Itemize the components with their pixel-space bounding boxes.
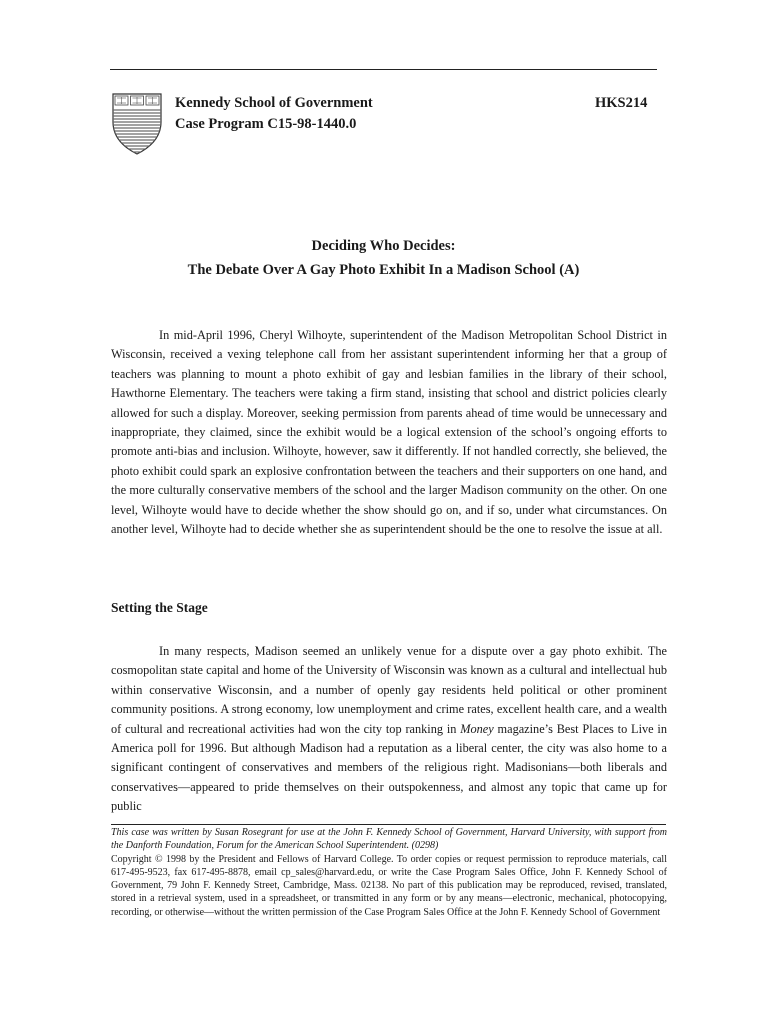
- paragraph-2-text-a: In many respects, Madison seemed an unlikely venue for a dispute over a gay photo exhibit. The cosmopolitan state capital and home of the University of Wisconsin was known as a cultural and intellectual hub within conservative Wisconsin, and a number of openly gay residents held political or other prominent community positions. A strong economy, low unemployment and crime rates, excellent health care, and a wealth of cultural and recreational activities had won the city top ranking in: [111, 644, 667, 736]
- title-line-1: Deciding Who Decides:: [311, 238, 456, 254]
- footnote: [111, 826, 667, 919]
- case-code: HKS214: [595, 95, 648, 111]
- magazine-name: Money: [460, 721, 494, 736]
- case-program-number: Case Program C15-98-1440.0: [175, 116, 357, 132]
- body-paragraph-2: [111, 642, 667, 817]
- footnote-rule: [111, 824, 666, 825]
- title-line-2: The Debate Over A Gay Photo Exhibit In a Madison School (A): [187, 262, 580, 278]
- footnote-copyright: Copyright © 1998 by the President and Fellows of Harvard College. To order copies or request permission to reproduce materials, call 617-495-9523, fax 617-495-8878, email cp_sales@harvard.edu, or write the Case Program Sales Office, John F. Kennedy School of Government, 79 John F. Kennedy Street, Cambridge, Mass. 02138. No part of this publication may be reproduced, revised, translated, stored in a retrieval system, used in a spreadsheet, or transmitted in any form or by any means—electronic, mechanical, photocopying, recording, or otherwise—without the written permission of the Case Program Sales Office at the John F. Kennedy School of Government: [111, 853, 667, 918]
- header-left: [175, 93, 373, 135]
- top-rule: [110, 69, 657, 70]
- footnote-credit: This case was written by Susan Rosegrant for use at the John F. Kennedy School of Government, Harvard University, with support from the Danforth Foundation, Forum for the American School Superintendent. (0298): [111, 827, 667, 852]
- harvard-veritas-shield-icon: [111, 92, 163, 156]
- case-title: [110, 234, 657, 282]
- body-paragraph-1: In mid-April 1996, Cheryl Wilhoyte, superintendent of the Madison Metropolitan School District in Wisconsin, received a vexing telephone call from her assistant superintendent informing her that a group of teachers was planning to mount a photo exhibit of gay and lesbian families in the library of their school, Hawthorne Elementary. The teachers were taking a firm stand, insisting that school and district policies clearly allowed for such a display. Moreover, seeking permission from parents ahead of time would be unnecessary and inappropriate, they claimed, since the exhibit would be a logical extension of the school’s ongoing efforts to promote anti-bias and inclusion. Wilhoyte, however, saw it differently. If not handled correctly, she believed, the photo exhibit could spark an explosive confrontation between the teachers and their supporters on one hand, and the more culturally conservative members of the school and the larger Madison community on the other. On one level, Wilhoyte would have to decide whether the show should go on, and if so, under what circumstances. On another level, Wilhoyte had to decide whether she as superintendent should be the one to resolve the issue at all.: [111, 328, 667, 537]
- school-name: Kennedy School of Government: [175, 95, 373, 111]
- paragraph-2-text-b: magazine’s Best Places to Live in America poll for 1996. But although Madison had a reputation as a liberal center, the city was also home to a significant contingent of conservatives and members of the religious right. Madisonians—both liberals and conservatives—appeared to pride themselves on their outspokenness, and almost any topic that came up for public: [111, 721, 667, 814]
- section-heading: Setting the Stage: [111, 600, 208, 615]
